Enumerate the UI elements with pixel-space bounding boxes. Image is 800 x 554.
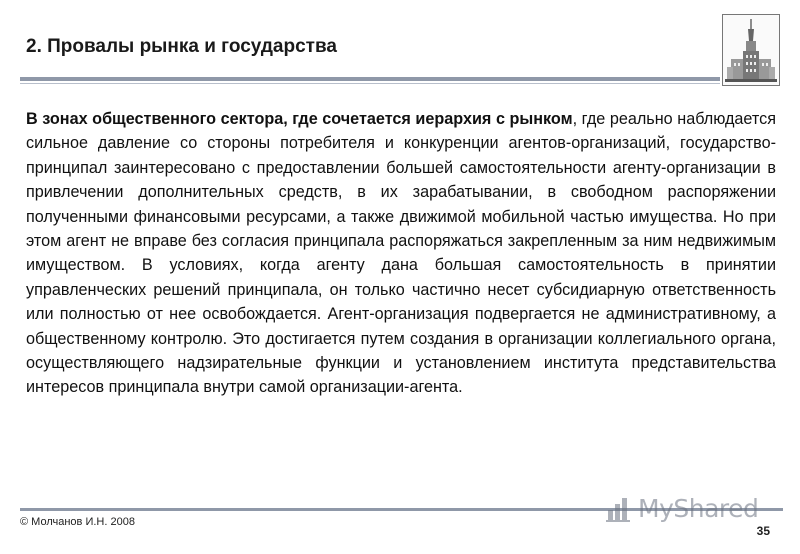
page-number: 35	[756, 524, 770, 538]
university-building-icon	[723, 15, 779, 85]
university-logo	[722, 14, 780, 86]
bar-chart-icon	[606, 494, 634, 522]
page-title: 2. Провалы рынка и государства	[26, 36, 337, 57]
header-rule	[20, 77, 720, 81]
watermark-text: MyShared	[638, 493, 759, 523]
body-paragraph	[26, 107, 776, 400]
header-rule-thin	[20, 83, 720, 84]
copyright: © Молчанов И.Н. 2008	[20, 516, 135, 528]
body-lead: В зонах общественного сектора, где сочетается иерархия с рынком	[26, 110, 573, 128]
body-text: , где реально наблюдается сильное давление со стороны потребителя и конкуренции агентов-организаций, государство-принципал заинтересовано с предоставлении большей самостоятельности агенту-организации в привлечении дополнительных средств, в их зарабатывании, в свободном распоряжении полученными финансовыми ресурсами, а также движимой мобильной частью имущества. Но при этом агент не вправе без согласия принципала распоряжаться закрепленным за ним недвижимым имуществом. В условиях, когда агенту дана большая самостоятельность в принятии управленческих решений принципала, он только частично несет субсидиарную ответственность или полностью от нее освобождается. Агент-организация подвергается не административному, а общественному контролю. Это достигается путем создания в организации коллегиального органа, осуществляющего надзирательные функции и установлением института представительства интересов принципала внутри самой организации-агента.	[26, 110, 776, 397]
watermark	[606, 490, 766, 526]
